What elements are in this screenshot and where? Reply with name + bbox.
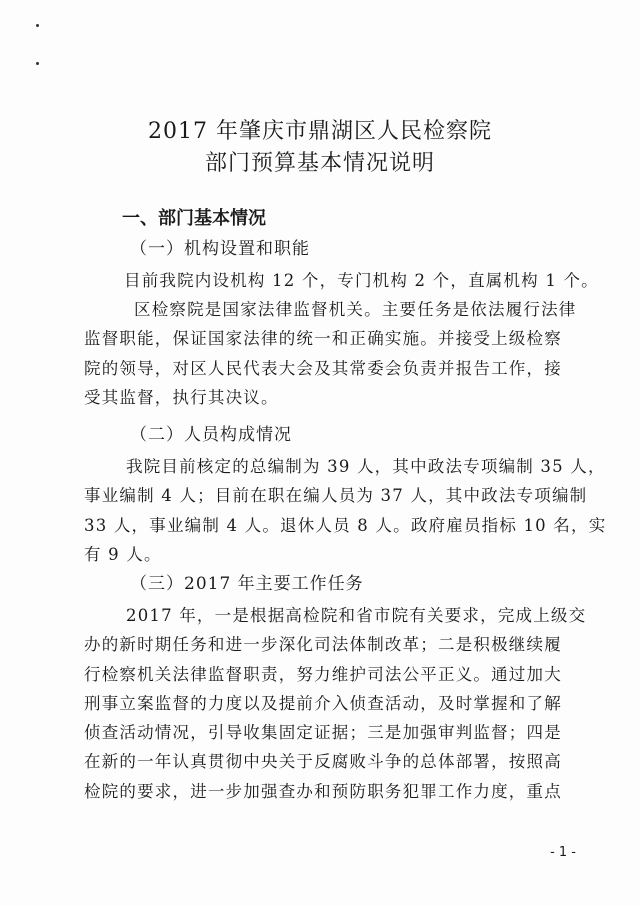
para-line: 受其监督，执行其决议。 — [84, 387, 279, 407]
para-line: 刑事立案监督的力度以及提前介入侦查活动，及时掌握和了解 — [84, 693, 562, 713]
sub2-para — [84, 452, 607, 569]
para-line: 院的领导，对区人民代表大会及其常委会负责并报告工作，接 — [84, 358, 562, 378]
sub1-heading: （一）机构设置和职能 — [130, 239, 310, 259]
section1-heading: 一、部门基本情况 — [122, 208, 266, 229]
para-line: 33 人，事业编制 4 人。退休人员 8 人。政府雇员指标 10 名，实 — [84, 515, 607, 535]
para-line: 侦查活动情况，引导收集固定证据；三是加强审判监督；四是 — [84, 723, 562, 743]
para-line: 事业编制 4 人；目前在职在编人员为 37 人，其中政法专项编制 — [84, 486, 588, 506]
sub2-heading: （二）人员构成情况 — [130, 425, 292, 445]
para-line: 区检察院是国家法律监督机关。主要任务是依法履行法律 — [134, 300, 577, 319]
sub3-para — [84, 601, 594, 806]
sub3-heading: （三）2017 年主要工作任务 — [130, 574, 364, 594]
para-line: 目前我院内设机构 12 个，专门机构 2 个，直属机构 1 个。 — [124, 271, 599, 290]
scan-speck — [36, 24, 39, 27]
para-line: 行检察机关法律监督职责，努力维护司法公平正义。通过加大 — [84, 664, 562, 684]
document-title-line2: 部门预算基本情况说明 — [204, 151, 435, 176]
para-line: 办的新时期任务和进一步深化司法体制改革；二是积极继续履 — [84, 635, 562, 655]
sub1-para2 — [84, 295, 594, 412]
para-line: 2017 年，一是根据高检院和省市院有关要求，完成上级交 — [126, 606, 587, 625]
scan-speck — [36, 62, 39, 65]
para-line: 监督职能，保证国家法律的统一和正确实施。并接受上级检察 — [84, 329, 562, 349]
para-line: 有 9 人。 — [84, 544, 162, 564]
para-line: 检院的要求，进一步加强查办和预防职务犯罪工作力度，重点 — [84, 781, 562, 801]
para-line: 在新的一年认真贯彻中央关于反腐败斗争的总体部署，按照高 — [84, 752, 562, 772]
sub1-para1 — [124, 266, 599, 295]
document-title-line1: 2017 年肇庆市鼎湖区人民检察院 — [148, 119, 492, 144]
para-line: 我院目前核定的总编制为 39 人，其中政法专项编制 35 人， — [126, 457, 606, 476]
page-number: - 1 - — [550, 845, 576, 860]
